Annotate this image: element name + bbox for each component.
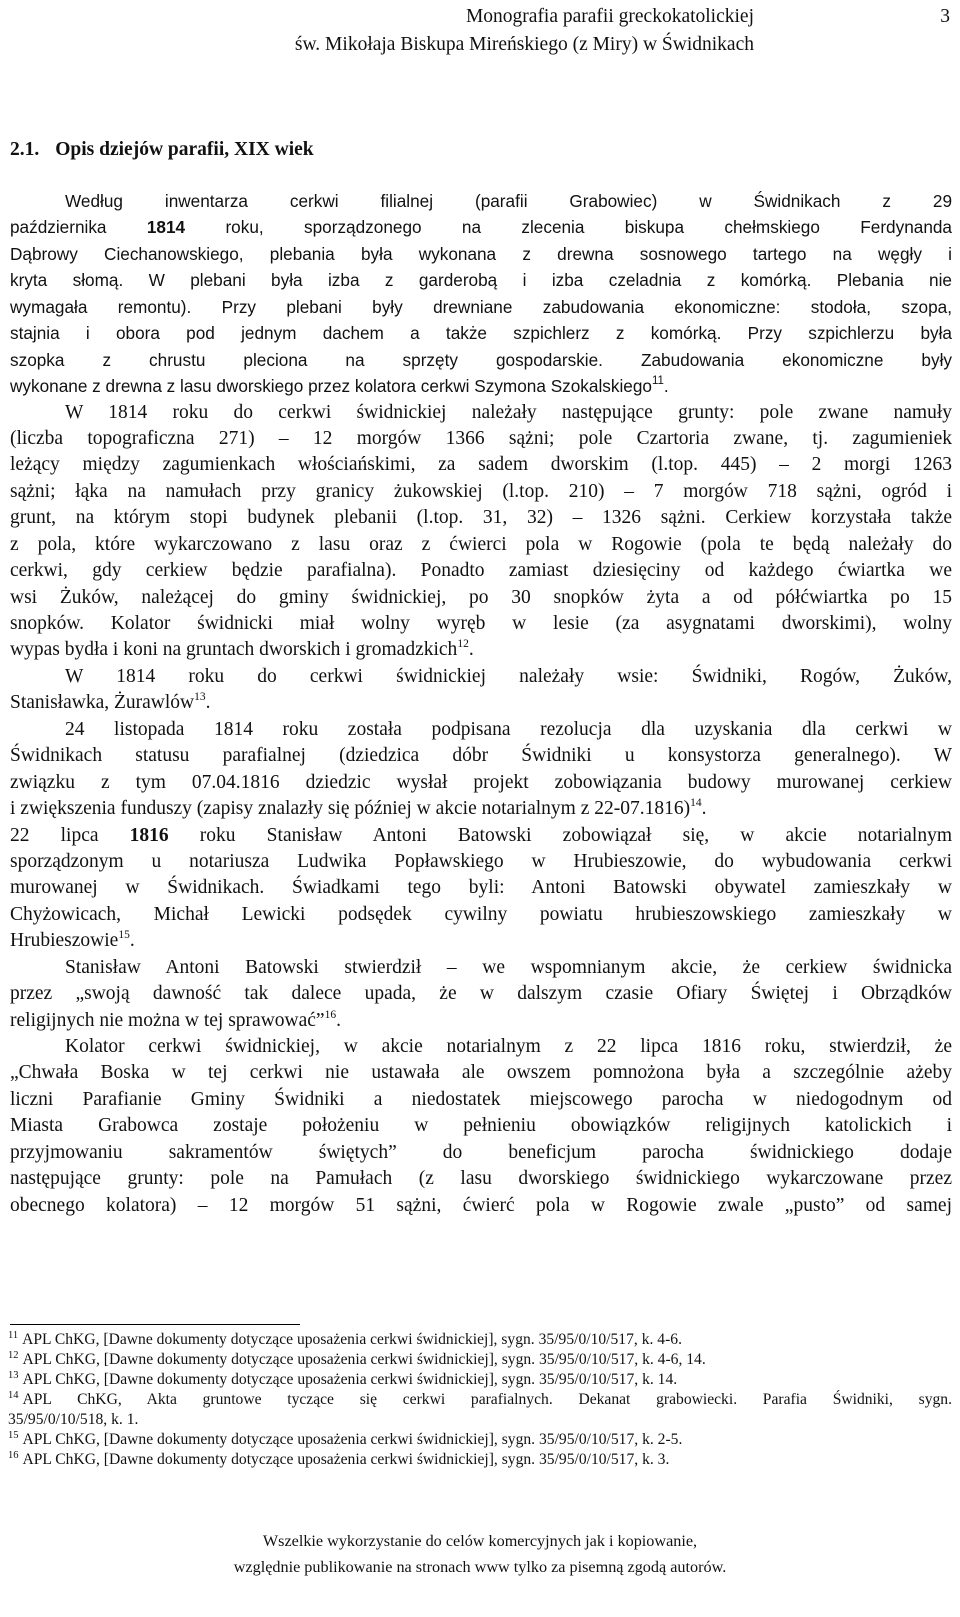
section-heading	[10, 137, 314, 163]
text-line: kryta słomą. W plebani była izba z garderobą i izba czeladnia z komórką. Plebania nie	[10, 270, 952, 291]
text-line: wsi Żuków, należącej do gminy świdnickiej, po 30 snopków żyta a od półćwiartka po 15	[10, 586, 952, 608]
footnote-ref: 12	[457, 638, 469, 651]
text-line: Miasta Grabowca zostaje położeniu w pełnieniu obowiązków religijnych katolickich i	[10, 1115, 952, 1137]
page-header	[0, 0, 960, 60]
text-line: liczni Parafianie Gminy Świdniki a niedostatek miejscowego parocha w niedogodnym od	[10, 1088, 952, 1110]
text-line: Według inwentarza cerkwi filialnej (parafii Grabowiec) w Świdnikach z 29	[65, 191, 952, 211]
footer-line-1: Wszelkie wykorzystanie do celów komercyjnych jak i kopiowanie,	[262, 1532, 698, 1550]
text-line: W 1814 roku do cerkwi świdnickiej należały wsie: Świdniki, Rogów, Żuków,	[65, 665, 952, 687]
text-line: murowanej w Świdnikach. Świadkami tego byli: Antoni Batowski obywatel zamieszkały w	[10, 877, 952, 899]
text-line: 22 lipca 1816 roku Stanisław Antoni Batowski zobowiązał się, w akcie notarialnym	[10, 824, 952, 846]
text-line: i zwiększenia funduszy (zapisy znalazły się później w akcie notarialnym z 22-07.1816)$^{14}$.	[10, 797, 707, 820]
text-line: następujące grunty: pole na Pamułach (z lasu dworskiego świdnickiego wykarczowane przez	[10, 1168, 952, 1190]
text-line: przyjmowaniu sakramentów świętych” do beneficjum parocha świdnickiego dodaje	[10, 1141, 952, 1163]
section-number: 2.1.	[10, 139, 40, 160]
text-line: Stanisław Antoni Batowski stwierdził – we wspomnianym akcie, że cerkiew świdnicka	[65, 956, 952, 978]
text-line: Hrubieszowie$^{15}$.	[10, 929, 135, 952]
text-line: przez „swoją dawność tak dalece upada, że w dalszym czasie Ofiary Świętej i Obrządków	[10, 983, 952, 1005]
footnote-separator	[10, 1324, 300, 1325]
text-line: grunt, na którym stopi budynek plebanii (l.top. 31, 32) – 1326 sążni. Cerkiew korzystała także	[10, 507, 952, 529]
text-line: Kolator cerkwi świdnickiej, w akcie notarialnym z 22 lipca 1816 roku, stwierdził, że	[65, 1036, 952, 1057]
footnote-continuation: 35/95/0/10/518, k. 1.	[8, 1411, 139, 1428]
text-line: stajnia i obora pod jednym dachem a także szpichlerz z komórką. Przy szpichlerzu była	[10, 323, 952, 344]
footer-line-2: względnie publikowanie na stronach www tylko za pisemną zgodą autorów.	[233, 1558, 727, 1576]
text-line: sążni; łąka na namułach przy granicy żukowskiej (l.top. 210) – 7 morgów 718 sążni, ogród i	[10, 480, 952, 502]
running-title-line-2: św. Mikołaja Biskupa Mireńskiego (z Miry) w Świdnikach	[294, 34, 754, 55]
text-line: Chyżowicach, Michał Lewicki podsędek cywilny powiatu hrubieszowskiego zamieszkały w	[10, 903, 952, 925]
body-text	[10, 188, 952, 1219]
text-line: wykonane z drewna z lasu dworskiego przez kolatora cerkwi Szymona Szokalskiego$^{11}$.	[10, 375, 669, 397]
text-line: Świdnikach statusu parafialnej (dziedzica dóbr Świdniki u konsystorza generalnego). W	[10, 745, 952, 767]
footnote: $^{11}$ APL ChKG, [Dawne dokumenty dotyczące uposażenia cerkwi świdnickiej], sygn. 35/95/0/10/517, k. 4-6.	[8, 1330, 682, 1348]
footnote-number: 13	[8, 1370, 19, 1381]
footnote-ref: 11	[651, 375, 664, 388]
footnote: $^{16}$ APL ChKG, [Dawne dokumenty dotyczące uposażenia cerkwi świdnickiej], sygn. 35/95/0/10/517, k. 3.	[8, 1450, 670, 1468]
page-footer	[0, 1528, 960, 1580]
text-line: religijnych nie można w tej sprawować”$^{16}$.	[10, 1008, 341, 1031]
running-title	[295, 3, 754, 59]
text-line: W 1814 roku do cerkwi świdnickiej należały następujące grunty: pole zwane namuły	[65, 401, 952, 423]
footnote: $^{13}$ APL ChKG, [Dawne dokumenty dotyczące uposażenia cerkwi świdnickiej], sygn. 35/95/0/10/517, k. 14.	[8, 1370, 678, 1388]
text-line: Dąbrowy Ciechanowskiego, plebania była wykonana z drewna sosnowego tartego na węgły i	[10, 243, 952, 264]
page-number: 3	[940, 6, 950, 27]
footnote-number: 14	[8, 1390, 19, 1401]
footnote: $^{12}$ APL ChKG, [Dawne dokumenty dotyczące uposażenia cerkwi świdnickiej], sygn. 35/95/0/10/517, k. 4-6, 14.	[8, 1350, 706, 1368]
running-title-line-1: Monografia parafii greckokatolickiej	[465, 6, 754, 27]
text-line: z pola, które wykarczowano z lasu oraz z ćwierci pola w Rogowie (pola te będą należały do	[10, 533, 952, 555]
footnote-ref: 14	[690, 797, 702, 810]
text-line: snopków. Kolator świdnicki miał wolny wyręb w lesie (za asygnatami dworskimi), wolny	[10, 613, 952, 634]
text-line: 24 listopada 1814 roku została podpisana rezolucja dla uzyskania dla cerkwi w	[65, 718, 952, 740]
text-line: leżący między zagumienkach włościańskimi, za sadem dworskim (l.top. 445) – 2 morgi 1263	[10, 454, 952, 476]
text-line: wymagała remontu). Przy plebani były drewniane zabudowania ekonomiczne: stodoła, szopa,	[10, 296, 952, 317]
text-line: szopka z chrustu pleciona na sprzęty gospodarskie. Zabudowania ekonomiczne były	[10, 349, 952, 370]
text-line: sporządzonym u notariusza Ludwika Popławskiego w Hrubieszowie, do wybudowania cerkwi	[10, 850, 952, 872]
text-line: (liczba topograficzna 271) – 12 morgów 1366 sążni; pole Czartoria zwane, tj. zagumieniek	[10, 427, 952, 449]
text-line: wypas bydła i koni na gruntach dworskich i gromadzkich$^{12}$.	[10, 638, 474, 661]
footnote-number: 15	[8, 1430, 19, 1441]
footnote-number: 12	[8, 1350, 19, 1361]
footnote-ref: 16	[324, 1008, 337, 1021]
text-line: cerkwi, gdy cerkiew będzie parafialna). Ponadto zamiast dziesięciny od każdego ćwiartka we	[10, 560, 952, 582]
footnote-ref: 15	[118, 929, 130, 942]
text-line: obecnego kolatora) – 12 morgów 51 sążni, ćwierć pola w Rogowie zwale „pusto” od samej	[10, 1194, 952, 1216]
footnote-number: 16	[8, 1450, 19, 1461]
text-line: października 1814 roku, sporządzonego na zlecenia biskupa chełmskiego Ferdynanda	[10, 217, 952, 238]
footnote: $^{15}$ APL ChKG, [Dawne dokumenty dotyczące uposażenia cerkwi świdnickiej], sygn. 35/95/0/10/517, k. 2-5.	[8, 1430, 683, 1448]
text-line: Stanisławka, Żurawlów$^{13}$.	[10, 691, 211, 714]
footnote-number: 11	[8, 1330, 19, 1341]
section-title: Opis dziejów parafii, XIX wiek	[55, 139, 314, 160]
text-line: związku z tym 07.04.1816 dziedzic wysłał projekt zobowiązania budowy murowanej cerkiew	[10, 771, 952, 793]
footnote: $^{14}$ APL ChKG, Akta gruntowe tyczące się cerkwi parafialnych. Dekanat grabowiecki. Parafia Świdniki, sygn.	[8, 1390, 952, 1408]
footnotes	[8, 1330, 952, 1470]
text-line: „Chwała Boska w tej cerkwi nie ustawała ale owszem pomnożona była a szczególnie ażeby	[10, 1062, 952, 1084]
footnote-ref: 13	[194, 691, 206, 704]
